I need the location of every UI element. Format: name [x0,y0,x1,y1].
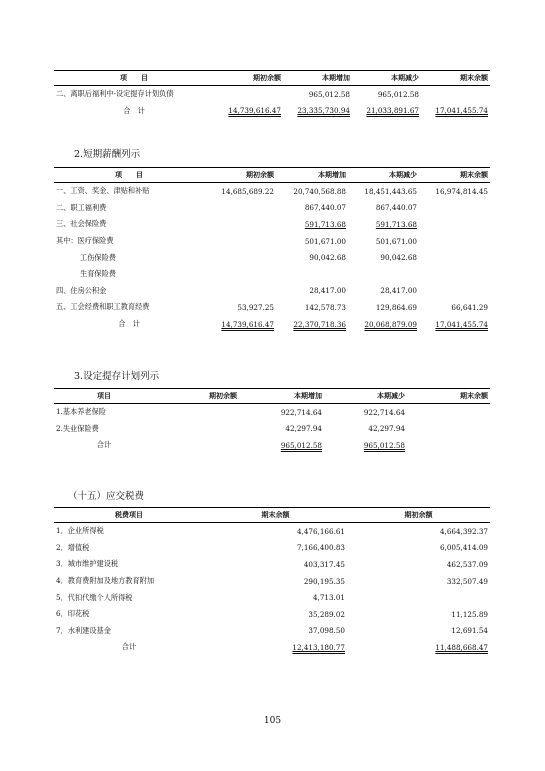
cell: 332,507.49 [446,576,488,586]
table-row [54,200,490,217]
row-label: 三、社会保险费 [56,219,107,229]
header-opening-balance: 期初余额 [404,511,433,519]
section-title-short-term-pay: 2.短期薪酬列示 [74,149,141,160]
cell: 12,413,180.77 [292,642,345,652]
cell [276,266,348,283]
table-row [54,404,490,421]
cell: 14,739,616.47 [221,319,274,329]
cell [204,233,276,250]
cell: 42,297.94 [285,424,322,434]
table-header-row [54,71,490,86]
table-row [54,266,490,283]
row-label: 二、离职后福利中-设定提存计划负债 [56,89,174,99]
cell [204,200,276,217]
cell: 12,691.54 [451,626,488,636]
cell: 14,739,616.47 [228,106,281,116]
cell [204,266,276,283]
cell: 21,033,891.67 [366,106,419,116]
cell [419,233,490,250]
row-label: 1．企业所得税 [56,526,104,536]
header-decrease: 本期减少 [391,74,419,82]
cell: 22,370,718.36 [293,319,346,329]
cell [348,266,419,283]
table-row [54,249,490,266]
cell: 501,671.00 [375,236,417,246]
header-opening-balance: 期初余额 [209,392,237,400]
total-row [54,103,490,120]
cell: 90,042.68 [380,253,417,263]
total-row [54,437,490,454]
cell: 66,641.29 [451,302,488,312]
row-label: 1.基本养老保险 [56,407,106,417]
row-label: 2．增值税 [56,542,90,552]
cell: 18,451,443.65 [364,186,417,196]
table-short-term-pay [54,167,490,332]
table-row [54,556,490,573]
header-item: 项 目 [115,171,143,179]
table-header-row [54,168,490,183]
cell: 867,440.07 [375,203,417,213]
table-row [54,299,490,316]
row-label: 合计 [96,440,112,450]
header-increase: 本期增加 [318,171,346,179]
header-closing-balance: 期末余额 [460,74,488,82]
row-label: 合 计 [123,105,145,115]
section-title-defined-contribution: 3.设定提存计划列示 [74,371,160,382]
cell: 7,166,400.83 [296,543,345,553]
section-title-taxes-payable: （十五）应交税费 [68,491,145,502]
cell: 53,927.25 [237,302,274,312]
table-row [54,233,490,250]
table-row [54,523,490,540]
cell [407,421,490,438]
row-label: 2.失业保险费 [56,423,99,433]
cell: 37,098.50 [308,626,345,636]
table-taxes-payable [54,507,490,656]
table-row [54,589,490,606]
row-label: 4．教育费附加及地方教育附加 [56,576,155,586]
cell [421,86,490,103]
cell: 20,068,879.09 [364,319,417,329]
cell: 11,125.89 [451,609,488,619]
cell [407,404,490,421]
cell [419,266,490,283]
cell [154,421,239,438]
cell [419,283,490,300]
cell [419,249,490,266]
cell: 35,289.02 [308,609,345,619]
row-label: 6．印花税 [56,609,90,619]
row-label: 生育保险费 [80,269,116,279]
cell [154,437,239,454]
cell: 11,488,668.47 [435,642,488,652]
cell: 17,041,455.74 [435,106,488,116]
cell: 591,713.68 [304,219,346,229]
cell: 922,714.64 [280,407,322,417]
header-closing-balance: 期末余额 [261,511,290,519]
row-label: 其中：医疗保险费 [56,236,114,246]
header-decrease: 本期减少 [389,171,417,179]
row-label: 二、职工福利费 [56,202,107,212]
row-label: 一、工资、奖金、津贴和补贴 [56,186,150,196]
cell: 4,476,166.61 [296,526,345,536]
table-row [54,623,490,640]
cell: 16,974,814.45 [435,186,488,196]
cell: 129,864.69 [375,302,417,312]
table-row [54,421,490,438]
header-increase: 本期增加 [294,392,322,400]
row-label: 3．城市维护建设税 [56,559,119,569]
cell: 4,713.01 [312,593,345,603]
page-number: 105 [263,716,282,726]
cell: 965,012.58 [377,89,419,99]
cell: 20,740,568.88 [293,186,346,196]
row-label: 工伤保险费 [80,252,116,262]
total-row [54,639,490,656]
header-closing-balance: 期末余额 [460,392,488,400]
table-post-employment-benefits [54,70,490,119]
table-header-row [54,508,490,523]
cell: 6,005,414.09 [439,543,488,553]
cell: 591,713.68 [375,219,417,229]
cell [419,216,490,233]
cell: 42,297.94 [368,424,405,434]
cell [347,589,490,606]
table-row [54,573,490,590]
cell: 965,012.58 [280,440,322,450]
cell: 290,195.35 [303,576,345,586]
row-label: 合计 [121,642,137,652]
row-label: 7．水利建设基金 [56,625,111,635]
cell: 965,012.58 [308,89,350,99]
cell: 23,335,730.94 [297,106,350,116]
table-defined-contribution [54,388,490,454]
cell: 28,417.00 [309,286,346,296]
header-item: 项 目 [120,74,148,82]
cell [154,404,239,421]
row-label: 四、住房公积金 [56,285,107,295]
header-item: 项目 [97,392,111,400]
row-label: 合 计 [118,319,140,329]
cell: 403,317.45 [303,559,345,569]
table-row [54,540,490,557]
cell [204,283,276,300]
cell [204,216,276,233]
cell [214,86,283,103]
cell: 867,440.07 [304,203,346,213]
total-row [54,316,490,333]
cell: 14,685,689.22 [221,186,274,196]
table-row [54,86,490,103]
table-row [54,283,490,300]
table-row [54,216,490,233]
cell: 28,417.00 [380,286,417,296]
row-label: 五、工会经费和职工教育经费 [56,302,150,312]
cell: 4,664,392.37 [439,526,488,536]
header-increase: 本期增加 [322,74,350,82]
cell: 90,042.68 [309,253,346,263]
cell [407,437,490,454]
cell: 501,671.00 [304,236,346,246]
header-opening-balance: 期初余额 [253,74,281,82]
cell: 922,714.64 [363,407,405,417]
cell: 462,537.09 [446,559,488,569]
cell [419,200,490,217]
table-header-row [54,389,490,404]
table-row [54,606,490,623]
row-label: 5．代扣代缴个人所得税 [56,592,133,602]
cell: 17,041,455.74 [435,319,488,329]
cell [204,249,276,266]
table-row [54,183,490,200]
header-closing-balance: 期末余额 [460,171,488,179]
header-tax-item: 税费项目 [115,511,143,519]
header-opening-balance: 期初余额 [246,171,274,179]
header-decrease: 本期减少 [377,392,405,400]
cell: 965,012.58 [363,440,405,450]
cell: 142,578.73 [304,302,346,312]
